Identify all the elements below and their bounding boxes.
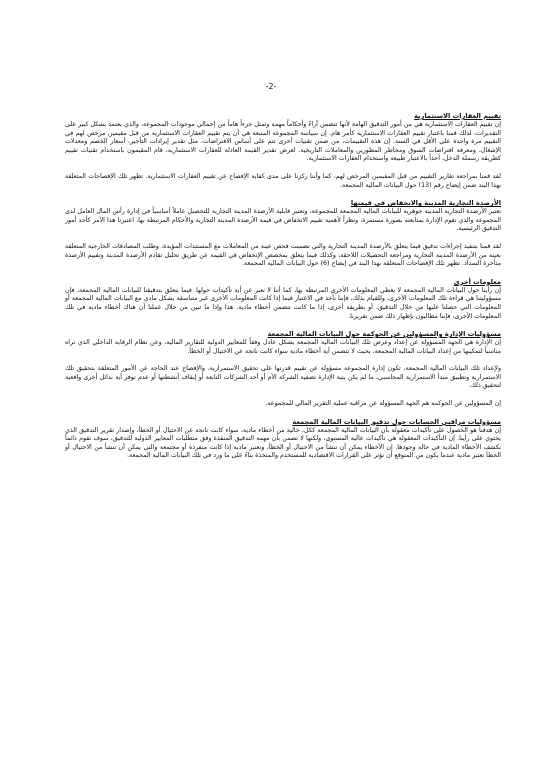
section-heading: الأرصدة التجارية المدينة والانخفاض في قيمتها	[350, 199, 501, 208]
section-paragraph: إن المسؤولين عن الحوكمة هم الجهة المسؤولة عن مراقبة عملية التقرير المالي للمجموعة.	[265, 400, 501, 408]
section-heading: تقييم العقارات الاستثمارية	[414, 112, 501, 120]
section-heading: معلومات أخرى	[453, 277, 501, 286]
section-paragraph: لقد قمنا بمراجعة تقارير التقييم من قبل المقيمين المرخص لهم، كما وأننا ركزنا على مدى كفاية الإفصاح عن تقييم العقارات الاستثمارية. تظهر تلك الإفصاحات المتعلقة بهذا البند ضمن إيضاح رقم (13) حول البيانات المالية المجمعة.	[65, 172, 501, 189]
section-paragraph: إن تقييم العقارات الاستثمارية هي من أمور التدقيق الهامة لأنها تتضمن آراءً وأحكاماً مهمة وتمثل جزءاً هاماً من إجمالي موجودات المجموعة، والذي يعتمد بشكل كبير على التقديرات، لذلك قمنا باعتبار تقييم العقارات الاستثمارية كأمر هام. إن سياسة المجموعة المتبعة هي أن يتم تقييم العقارات الاستثمارية من قبل مقيمين مرخص لهم في التقييم مرة واحدة على الأقل في السنة. إن هذه التقييمات، من ضمن تقنيات أخرى تتم على أساس الافتراضات، مثل تقدير إيرادات التأجير، أسعار الخصم ومعدلات الإشغال، ومعرفة افتراضات السوق ومخاطر المطورين والمعاملات التاريخية. لغرض تقدير القيمة العادلة للعقارات الاستثمارية، قام المقيمون باستخدام تقنيات تقييم كطريقة رسملة الدخل، أخذاً بالاعتبار طبيعة واستخدام العقارات الاستثمارية.	[65, 121, 501, 163]
section-paragraph: إن هدفنا هو الحصول على تأكيدات معقولة بأن البيانات المالية المجمعة ككل، خالية من أخطاء مادية، سواء كانت ناتجة عن الاحتيال أو الخطأ، وإصدار تقرير التدقيق الذي يحتوي على رأينا. إن التأكيدات المعقولة هي تأكيدات عالية المستوى، ولكنها لا تضمن بأن مهمة التدقيق المنفذة وفق متطلبات المعايير الدولية للتدقيق، سوف تقوم دائماً بكشف الأخطاء المادية في حالة وجودها. إن الأخطاء يمكن أن تنشأ من الاحتيال أو الخطأ، وتعتبر مادية إذا كانت منفردة أو مجتمعة والتي يمكن أن تنشأ من الاحتيال أو الخطأ تعتبر مادية عندما يكون من المتوقع أن تؤثر على القرارات الاقتصادية للمستخدم والمتخذة بناءً على ما ورد في تلك البيانات المالية المجمعة.	[65, 426, 501, 460]
section-paragraph: تعتبر الأرصدة التجارية المدينة جوهرية للبيانات المالية المجمعة للمجموعة، وتعتبر قابلية الأرصدة المدينة التجارية للتحصيل عاملاً أساسياً في إدارة رأس المال العامل لدى المجموعة والذي تقوم الإدارة بمتابعته بصورة مستمرة، ونظراً لأهمية تقييم الانخفاض في قيمة الأرصدة المدينة التجارية والأحكام المرتبطة بها، اعتبرنا هذا الأمر كأحد أمور التدقيق الرئيسية.	[65, 208, 501, 233]
document-section	[65, 278, 501, 321]
section-paragraph: إن رأينا حول البيانات المالية المجمعة لا يغطي المعلومات الأخرى المرتبطة بها، كما أننا لا نعبر عن أية تأكيدات حولها. فيما يتعلق بتدقيقنا للبيانات المالية المجمعة، فإن مسؤوليتنا هي قراءة تلك المعلومات الأخرى، وللقيام بذلك، فإننا نأخذ في الاعتبار فيما إذا كانت المعلومات الأخرى غير متناسقة بشكل مادي مع البيانات المالية المجمعة أو المعلومات التي حصلنا عليها من خلال التدقيق، أو بطريقة أخرى، إذا ما كانت تتضمن أخطاء مادية. هذا وإذا ما تبين من خلال عملنا أن هناك أخطاء مادية في تلك المعلومات الأخرى، فإننا مطالبون بإظهار ذلك ضمن تقريرنا.	[65, 286, 501, 320]
section-paragraph: إن الإدارة هي الجهة المسؤولة عن إعداد وعرض تلك البيانات المالية المجمعة بشكل عادل وفقاً للمعايير الدولية للتقارير المالية، وعن نظام الرقابة الداخلي الذي تراه مناسباً لتمكينها من إعداد البيانات المالية المجمعة، بحيث لا تتضمن أية أخطاء مادية سواء كانت ناتجة عن الاحتيال أو الخطأ.	[65, 339, 501, 355]
document-section	[65, 112, 501, 190]
section-paragraph: لقد قمنا بتنفيذ إجراءات تدقيق فيما يتعلق بالأرصدة المدينة التجارية والتي تضمنت فحص عينة من المعاملات مع المستندات المؤيدة، وطلب المصادقات الخارجية المتعلقة بعينة من الأرصدة المدينة التجارية ومراجعة التحصيلات اللاحقة، وكذلك فيما يتعلق بمخصص الإنخفاض في القيمة عن طريق تحليل تقادم الأرصدة المدينة وتقييم الأرصدة متأخرة السداد. تظهر تلك الإفصاحات المتعلقة بهذا البند في إيضاح (6) حول البيانات المالية المجمعة.	[65, 242, 501, 268]
section-heading: مسؤوليات مراقبي الحسابات حول تدقيق البيانات المالية المجمعة	[292, 417, 501, 426]
document-section	[65, 330, 501, 409]
section-heading: مسؤوليات الإدارة والمسؤولين عن الحوكمة حول البيانات المالية المجمعة	[267, 330, 501, 339]
section-paragraph: ولإعداد تلك البيانات المالية المجمعة، تكون إدارة المجموعة مسؤولة عن تقييم قدرتها على تحقيق الاستمرارية، والإفصاح عند الحاجة عن الأمور المتعلقة بتحقيق تلك الاستمرارية وتطبيق مبدأ الاستمرارية المحاسبي، ما لم يكن بنية الإدارة تصفية الشركة الأم أو أحد الشركات التابعة أو إيقاف أنشطتها أو عدم توفر أية بدائل أخرى واقعية لتحقيق ذلك.	[65, 365, 501, 390]
document-section	[65, 199, 501, 269]
document-section	[65, 418, 501, 461]
document-body	[65, 112, 501, 470]
page-number: -2-	[265, 82, 277, 91]
